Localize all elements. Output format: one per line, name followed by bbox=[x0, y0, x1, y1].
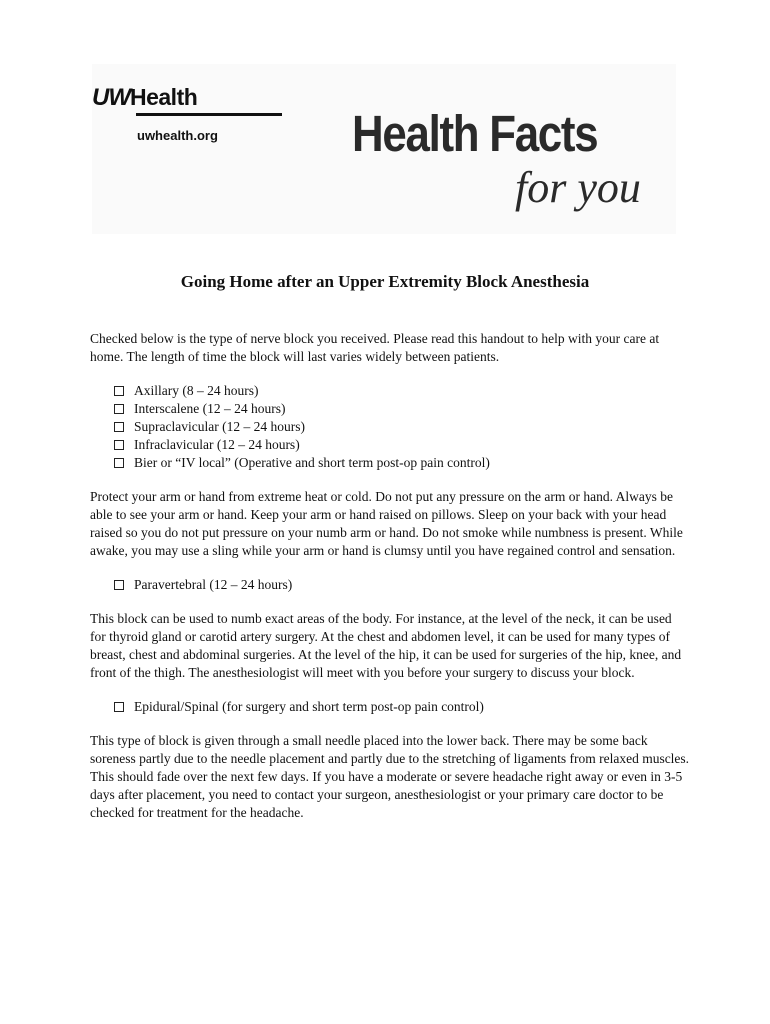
block-checklist bbox=[90, 382, 690, 472]
arm-care-paragraph: Protect your arm or hand from extreme heat or cold. Do not put any pressure on the arm or hand. Always be able to see your arm or hand. Keep your arm or hand raised on pillows. Sleep on your back with your head raised so you do not put pressure on your numb arm or hand. Do not smoke while numbness is present. While awake, you may use a sling while your arm or hand is clumsy until you have regained control and sensation. bbox=[90, 489, 683, 558]
checkbox-supraclavicular[interactable] bbox=[114, 422, 124, 432]
checkbox-bier[interactable] bbox=[114, 458, 124, 468]
checklist-label: Bier or “IV local” (Operative and short term post-op pain control) bbox=[134, 455, 490, 470]
document-body bbox=[90, 330, 690, 838]
uwhealth-logo bbox=[92, 84, 242, 143]
checklist-item bbox=[114, 576, 690, 594]
checklist-item bbox=[114, 418, 690, 436]
paravertebral-checklist bbox=[90, 576, 690, 594]
intro-paragraph: Checked below is the type of nerve block you received. Please read this handout to help with your care at home. The length of time the block will last varies widely between patients. bbox=[90, 331, 660, 364]
checklist-label: Paravertebral (12 – 24 hours) bbox=[134, 577, 293, 592]
checkbox-axillary[interactable] bbox=[114, 386, 124, 396]
checkbox-epidural[interactable] bbox=[114, 702, 124, 712]
document-title: Going Home after an Upper Extremity Block Anesthesia bbox=[180, 272, 590, 291]
paravertebral-paragraph: This block can be used to numb exact areas of the body. For instance, at the level of the neck, it can be used for thyroid gland or carotid artery surgery. At the chest and abdomen level, it can be used for many types of breast, chest and abdominal surgeries. At the level of the hip, it can be used for surgeries of the hip, knee, and front of the thigh. The anesthesiologist will meet with you before your surgery to discuss your block. bbox=[90, 611, 682, 680]
logo-url: uwhealth.org bbox=[137, 128, 218, 143]
checklist-label: Infraclavicular (12 – 24 hours) bbox=[134, 437, 300, 452]
epidural-checklist bbox=[90, 698, 690, 716]
checklist-item bbox=[114, 436, 690, 454]
checklist-item bbox=[114, 454, 690, 472]
logo-rule bbox=[136, 113, 282, 116]
checkbox-paravertebral[interactable] bbox=[114, 580, 124, 590]
checklist-item bbox=[114, 400, 690, 418]
checklist-label: Interscalene (12 – 24 hours) bbox=[134, 401, 286, 416]
checkbox-interscalene[interactable] bbox=[114, 404, 124, 414]
checklist-item bbox=[114, 698, 690, 716]
logo-wordmark bbox=[92, 86, 242, 110]
logo-uw: UW bbox=[92, 84, 130, 111]
epidural-paragraph: This type of block is given through a small needle placed into the lower back. There may be some back soreness partly due to the needle placement and partly due to the stretching of ligaments from relaxed muscles. This should fade over the next few days. If you have a moderate or severe headache right away or even in 3-5 days after placement, you need to contact your surgeon, anesthesiologist or your primary care doctor to be checked for treatment for the headache. bbox=[90, 733, 690, 820]
checklist-label: Axillary (8 – 24 hours) bbox=[134, 383, 259, 398]
brand-title: Health Facts bbox=[352, 105, 598, 162]
brand-subtitle: for you bbox=[515, 163, 641, 212]
checklist-item bbox=[114, 382, 690, 400]
checklist-label: Epidural/Spinal (for surgery and short term post-op pain control) bbox=[134, 699, 484, 714]
checklist-label: Supraclavicular (12 – 24 hours) bbox=[134, 419, 305, 434]
checkbox-infraclavicular[interactable] bbox=[114, 440, 124, 450]
logo-health: Health bbox=[129, 84, 198, 110]
